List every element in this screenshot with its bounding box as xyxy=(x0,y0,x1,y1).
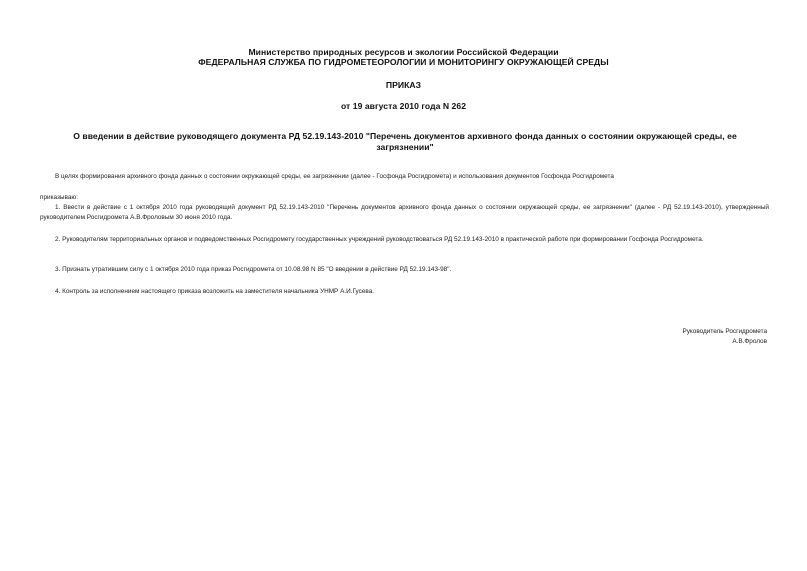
order-item-4: 4. Контроль за исполнением настоящего приказа возложить на заместителя начальника УНМР А.И.Гусева. xyxy=(55,288,375,295)
subject-heading: О введении в действие руководящего документа РД 52.19.143-2010 "Перечень документов архивного фонда данных о состоянии окружающей среды, ее загрязнении" xyxy=(73,131,737,152)
service-heading: ФЕДЕРАЛЬНАЯ СЛУЖБА ПО ГИДРОМЕТЕОРОЛОГИИ И МОНИТОРИНГУ ОКРУЖАЮЩЕЙ СРЕДЫ xyxy=(198,57,609,67)
signatory-name: А.В.Фролов xyxy=(732,338,767,345)
ministry-heading: Министерство природных ресурсов и экологии Российской Федерации xyxy=(248,47,559,57)
signatory-title: Руководитель Росгидромета xyxy=(682,328,767,335)
document-type-heading: ПРИКАЗ xyxy=(385,80,422,90)
order-word: приказываю: xyxy=(40,194,78,201)
date-number-heading: от 19 августа 2010 года N 262 xyxy=(340,101,467,111)
order-item-1: 1. Ввести в действие с 1 октября 2010 года руководящий документ РД 52.19.143-2010 "Перечень документов архивного фонда данных о состоянии окружающей среды, ее загрязнении" (далее - РД 52.19.143-2010), утвержденный руководителем Росгидромета А.В.Фроловым 30 июня 2010 года. xyxy=(40,204,769,221)
intro-paragraph: В целях формирования архивного фонда данных о состоянии окружающей среды, ее загрязнении (далее - Госфонда Росгидромета) и использования документов Госфонда Росгидромета xyxy=(55,173,614,180)
order-item-2: 2. Руководителям территориальных органов и подведомственных Росгидромету государственных учреждений руководствоваться РД 52.19.143-2010 в практической работе при формировании Госфонда Росгидромета. xyxy=(55,236,704,243)
order-item-3: 3. Признать утратившим силу с 1 октября 2010 года приказ Росгидромета от 10.08.98 N 85 "О введении в действие РД 52.19.143-98". xyxy=(55,266,452,273)
